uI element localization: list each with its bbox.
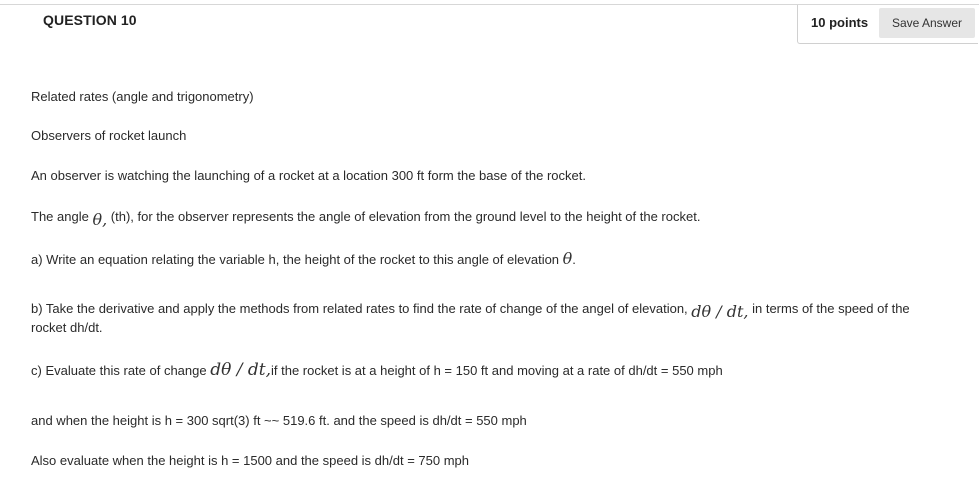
part-a-text: a) Write an equation relating the variable h, the height of the rocket to this angle of elevation xyxy=(31,252,563,267)
points-label: 10 points xyxy=(811,15,869,30)
part-a xyxy=(31,249,576,270)
angle-definition-text-end: (th), for the observer represents the angle of elevation from the ground level to the height of the rocket. xyxy=(107,209,701,224)
save-answer-button[interactable]: Save Answer xyxy=(879,8,975,38)
part-a-period: . xyxy=(572,252,576,267)
dtheta-dt-expression: dθ / dt, xyxy=(691,302,749,321)
part-b-text: b) Take the derivative and apply the methods from related rates to find the rate of change of the angel of elevation, xyxy=(31,301,692,316)
part-b-text-end: in terms of the speed of the xyxy=(748,301,910,316)
dtheta-dt-expression: dθ / dt, xyxy=(210,360,271,380)
question-subtitle: Observers of rocket launch xyxy=(31,128,187,143)
question-intro: An observer is watching the launching of a rocket at a location 300 ft form the base of the rocket. xyxy=(31,168,586,183)
angle-definition xyxy=(31,206,700,227)
part-b xyxy=(31,298,910,319)
part-c-text: c) Evaluate this rate of change xyxy=(31,363,211,378)
question-topic: Related rates (angle and trigonometry) xyxy=(31,89,254,104)
part-c-second-case: and when the height is h = 300 sqrt(3) ft ~~ 519.6 ft. and the speed is dh/dt = 550 mph xyxy=(31,413,527,428)
part-c-text-end: if the rocket is at a height of h = 150 ft and moving at a rate of dh/dt = 550 mph xyxy=(271,363,723,378)
points-panel xyxy=(797,5,978,44)
part-b-line2: rocket dh/dt. xyxy=(31,320,103,335)
theta-symbol: θ xyxy=(562,249,573,268)
angle-definition-text-start: The angle xyxy=(31,209,93,224)
question-title: QUESTION 10 xyxy=(43,12,137,28)
theta-symbol: θ, xyxy=(92,210,108,229)
part-c-third-case: Also evaluate when the height is h = 1500 and the speed is dh/dt = 750 mph xyxy=(31,453,469,468)
part-c xyxy=(31,360,723,381)
